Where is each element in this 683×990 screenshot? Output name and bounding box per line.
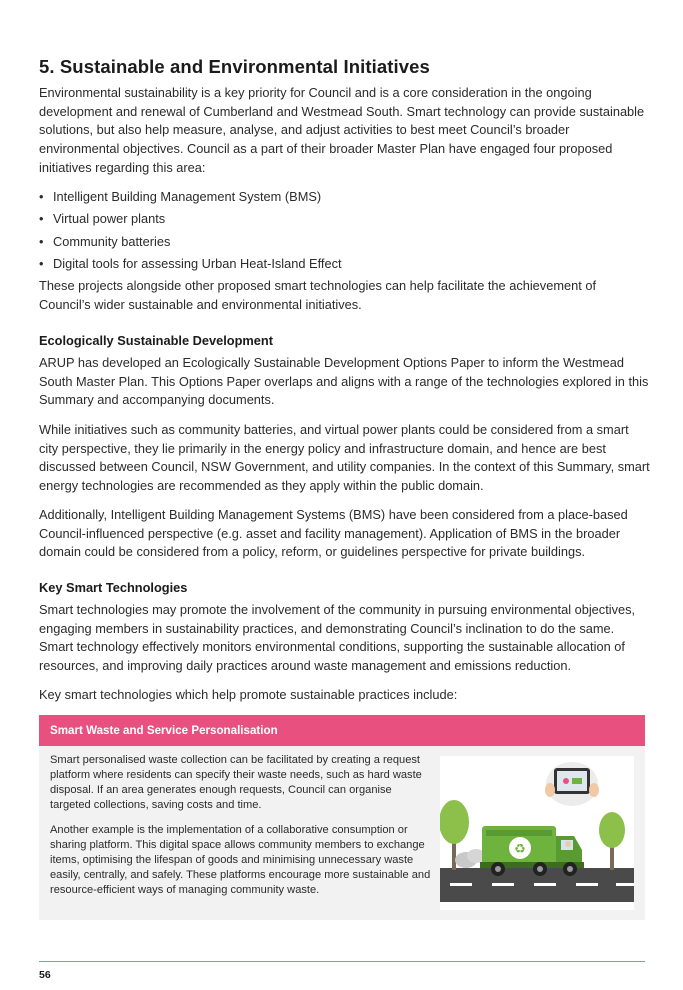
- page-title: 5. Sustainable and Environmental Initiatives: [39, 56, 430, 77]
- esd-paragraph-1: ARUP has developed an Ecologically Sustainable Development Options Paper to inform the Westmead South Master Plan. This Options Paper overlaps and aligns with a range of the technologies explored in this Summary and accompanying documents.: [39, 355, 649, 408]
- initiatives-list: [39, 186, 639, 276]
- callout-paragraph-1: Smart personalised waste collection can be facilitated by creating a request platform where residents can specify their waste needs, such as hard waste disposal. If an area generates enough requests, Council can organise targeted collections, saving costs and time.: [50, 754, 422, 811]
- kst-heading: Key Smart Technologies: [39, 580, 188, 595]
- kst-paragraph-1: Smart technologies may promote the involvement of the community in pursuing environmental objectives, engaging members in sustainability practices, and demonstrating Council’s inclination to do the same. Smart technology effectively monitors environmental conditions, supporting the sustainable allocation of resources, and improving daily practices around waste management and emissions reduction.: [39, 602, 636, 674]
- mobile-phone-icon: [545, 762, 599, 806]
- list-item: • Intelligent Building Management System (BMS): [39, 186, 639, 208]
- esd-heading: Ecologically Sustainable Development: [39, 333, 273, 348]
- list-item: • Community batteries: [39, 231, 639, 253]
- callout-paragraph-2: Another example is the implementation of a collaborative consumption or sharing platform. This digital space allows community members to exchange items, optimising the lifespan of goods and minimising unnecessary waste easily, centrally, and safely. These platforms encourage more sustainable and resource-efficient ways of managing community waste.: [50, 824, 431, 896]
- svg-text:♻: ♻: [514, 842, 526, 857]
- after-list-paragraph: These projects alongside other proposed smart technologies can help facilitate the achievement of Council’s wider sustainable and environmental initiatives.: [39, 278, 596, 312]
- esd-paragraph-3: Additionally, Intelligent Building Management Systems (BMS) have been considered from a place-based Council-influenced perspective (e.g. asset and facility management). Application of BMS in the broader domain could be considered from a policy, reform, or guidelines perspective for private buildings.: [39, 507, 628, 560]
- tree-icon: [599, 812, 625, 870]
- list-item: • Digital tools for assessing Urban Heat-Island Effect: [39, 253, 639, 275]
- waste-truck-illustration: [440, 756, 634, 910]
- kst-paragraph-2: Key smart technologies which help promote sustainable practices include:: [39, 687, 458, 702]
- callout-box: [39, 715, 645, 920]
- callout-header: Smart Waste and Service Personalisation: [39, 715, 645, 746]
- intro-paragraph: Environmental sustainability is a key priority for Council and is a core consideration in the ongoing development and renewal of Cumberland and Westmead South. Smart technology can provide sustainable solutions, but also help measure, analyse, and adjust activities to best meet Council’s broader environmental objectives. Council as a part of their broader Master Plan have engaged four proposed initiatives regarding this area:: [39, 85, 645, 175]
- esd-paragraph-2: While initiatives such as community batteries, and virtual power plants could be considered from a smart city perspective, they lie primarily in the energy policy and infrastructure domain, and hence are best discussed between Council, NSW Government, and utility companies. In the context of this Summary, smart energy technologies are recommended as they apply within the public domain.: [39, 422, 650, 494]
- list-item: • Virtual power plants: [39, 208, 639, 230]
- page-number: 56: [39, 969, 51, 981]
- footer-rule: [39, 961, 645, 962]
